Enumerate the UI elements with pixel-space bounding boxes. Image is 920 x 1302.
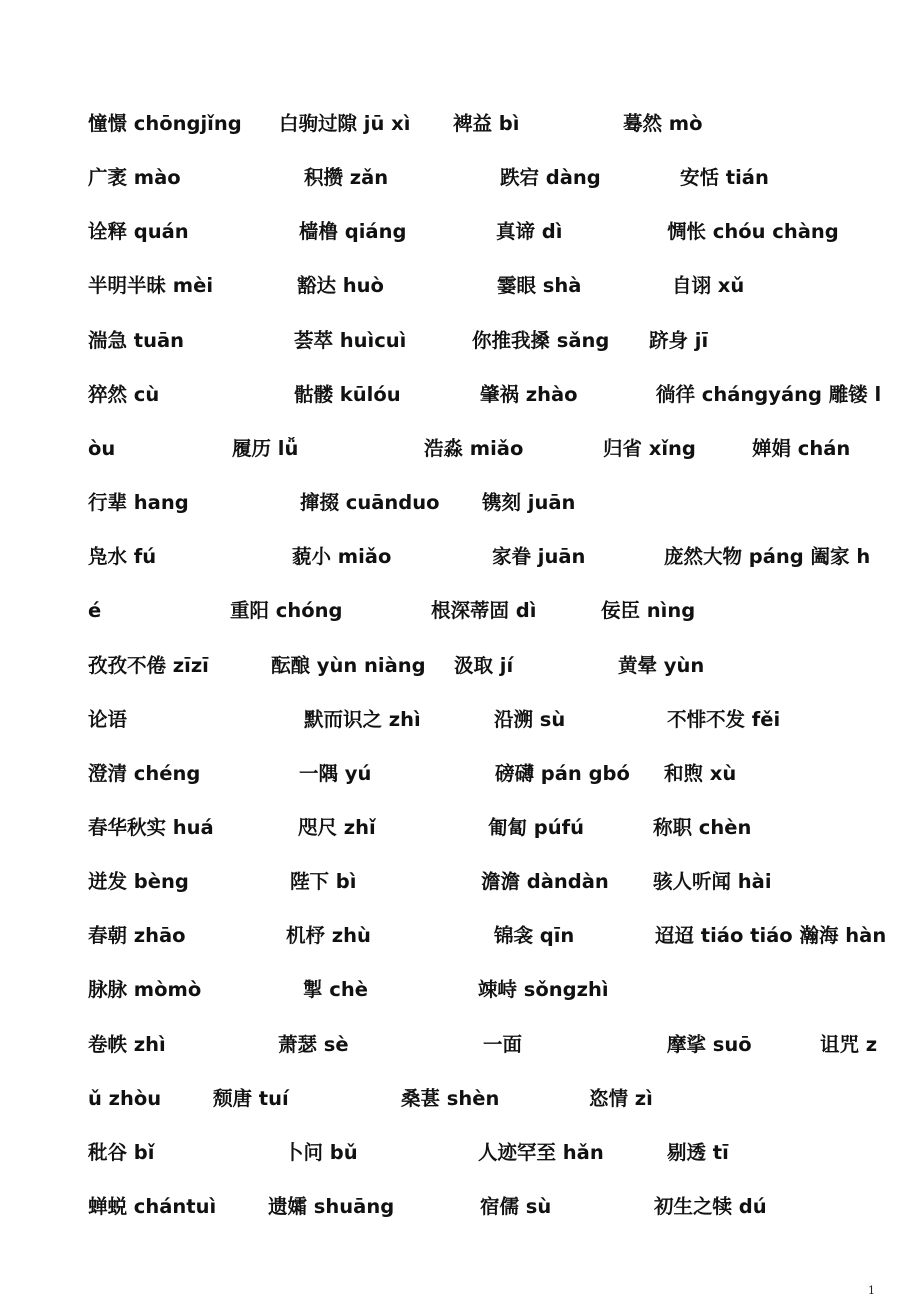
vocab-entry: 沿溯 sù xyxy=(494,707,566,731)
vocab-line xyxy=(0,865,920,899)
vocab-entry: 徜徉 chángyáng 雕镂 l xyxy=(656,382,882,406)
vocab-entry: 萧瑟 sè xyxy=(278,1032,349,1056)
vocab-entry: 春朝 zhāo xyxy=(88,924,186,948)
page-number: 1 xyxy=(868,1284,875,1297)
vocab-entry: 掣 chè xyxy=(303,978,368,1002)
vocab-entry: 蝉蜕 chántuì xyxy=(88,1195,217,1218)
vocab-entry: 恣情 zì xyxy=(589,1086,653,1110)
vocab-entry: 真谛 dì xyxy=(496,220,563,244)
vocab-entry: 白驹过隙 jū xì xyxy=(279,112,411,135)
vocab-entry: 颓唐 tuí xyxy=(213,1086,289,1110)
vocab-line xyxy=(0,919,920,953)
vocab-entry: 澹澹 dàndàn xyxy=(481,870,609,894)
vocab-entry: 裨益 bì xyxy=(453,112,520,135)
vocab-entry: 陛下 bì xyxy=(290,870,357,894)
vocab-entry: 樯橹 qiáng xyxy=(299,220,407,244)
vocab-entry: 镌刻 juān xyxy=(482,491,576,515)
vocab-entry: é xyxy=(88,599,102,623)
vocab-line xyxy=(0,486,920,520)
vocab-entry: 归省 xǐng xyxy=(603,436,696,460)
vocab-line xyxy=(0,540,920,574)
vocab-entry: 根深蒂固 dì xyxy=(431,599,537,623)
vocab-line xyxy=(0,811,920,845)
vocab-entry: 凫水 fú xyxy=(88,545,157,569)
vocab-entry: 默而识之 zhì xyxy=(304,707,421,731)
vocab-entry: 诅咒 z xyxy=(820,1032,878,1056)
vocab-line xyxy=(0,757,920,791)
vocab-entry: 称职 chèn xyxy=(653,815,752,839)
vocab-entry: 婵娟 chán xyxy=(752,436,851,460)
vocab-line xyxy=(0,161,920,195)
vocab-entry: 宿儒 sù xyxy=(480,1195,552,1218)
vocab-line xyxy=(0,215,920,249)
vocab-entry: 卜问 bǔ xyxy=(284,1140,358,1164)
vocab-entry: 跻身 jī xyxy=(649,328,709,352)
vocab-line xyxy=(0,432,920,466)
vocab-entry: 憧憬 chōngjǐng xyxy=(88,112,242,135)
vocab-entry: 孜孜不倦 zīzī xyxy=(88,653,209,677)
vocab-entry: 桑葚 shèn xyxy=(401,1086,500,1110)
vocab-entry: 黄晕 yùn xyxy=(618,653,705,677)
vocab-entry: 一隅 yú xyxy=(299,761,372,785)
vocab-entry: 脉脉 mòmò xyxy=(88,978,202,1002)
vocab-entry: 湍急 tuān xyxy=(88,328,185,352)
vocab-entry: 匍匐 púfú xyxy=(488,815,584,839)
vocab-entry: 竦峙 sǒngzhì xyxy=(478,978,609,1002)
vocab-entry: 荟萃 huìcuì xyxy=(294,328,407,352)
vocab-line xyxy=(0,378,920,412)
vocab-entry: 行辈 hang xyxy=(88,491,189,515)
vocab-entry: 猝然 cù xyxy=(88,382,160,406)
vocab-entry: 和煦 xù xyxy=(664,761,737,785)
vocab-line xyxy=(0,973,920,1007)
vocab-entry: 积攒 zǎn xyxy=(304,166,389,190)
vocab-entry: 半明半昧 mèi xyxy=(88,274,214,298)
vocab-entry: 春华秋实 huá xyxy=(88,815,214,839)
vocab-line xyxy=(0,1028,920,1062)
vocab-entry: 迢迢 tiáo tiáo 瀚海 hàn xyxy=(655,924,887,948)
vocab-line xyxy=(0,1190,920,1224)
vocab-entry: 佞臣 nìng xyxy=(601,599,696,623)
vocab-entry: 咫尺 zhǐ xyxy=(298,815,376,839)
vocab-line xyxy=(0,594,920,628)
vocab-line xyxy=(0,324,920,358)
vocab-entry: 跌宕 dàng xyxy=(500,166,601,190)
vocab-line xyxy=(0,107,920,141)
vocab-entry: 广袤 mào xyxy=(88,166,181,190)
vocab-entry: 家眷 juān xyxy=(492,545,586,569)
vocab-entry: 不悱不发 fěi xyxy=(667,707,781,731)
vocab-entry: 秕谷 bǐ xyxy=(88,1140,155,1164)
vocab-entry: 豁达 huò xyxy=(297,274,384,298)
vocab-entry: 论语 xyxy=(88,707,128,731)
vocab-line xyxy=(0,703,920,737)
vocab-line xyxy=(0,649,920,683)
vocab-entry: 自诩 xǔ xyxy=(672,274,745,298)
vocab-entry: 骇人听闻 hài xyxy=(653,870,772,894)
vocab-entry: 诠释 quán xyxy=(88,220,189,244)
vocab-line xyxy=(0,1136,920,1170)
vocab-entry: òu xyxy=(88,436,116,460)
vocab-entry: 骷髅 kūlóu xyxy=(294,382,401,406)
vocab-entry: 迸发 bèng xyxy=(88,870,189,894)
vocab-entry: 卷帙 zhì xyxy=(88,1032,166,1056)
vocab-entry: 汲取 jí xyxy=(454,653,514,677)
vocab-entry: 撺掇 cuānduo xyxy=(300,491,440,515)
vocab-entry: 磅礴 pán gbó xyxy=(495,761,630,785)
vocab-entry: 藐小 miǎo xyxy=(292,545,392,569)
vocab-entry: 酝酿 yùn niàng xyxy=(271,653,426,677)
vocab-entry: 霎眼 shà xyxy=(497,274,582,298)
vocab-entry: 你推我搡 sǎng xyxy=(472,328,610,352)
vocab-entry: 蓦然 mò xyxy=(623,112,703,135)
vocab-entry: 遗孀 shuāng xyxy=(268,1195,395,1218)
vocab-entry: 初生之犊 dú xyxy=(654,1195,767,1218)
vocab-entry: 剔透 tī xyxy=(667,1140,729,1164)
vocab-entry: 澄清 chéng xyxy=(88,761,201,785)
vocab-line xyxy=(0,1082,920,1116)
vocab-entry: 摩挲 suō xyxy=(667,1032,752,1056)
vocab-entry: 履历 lǚ xyxy=(232,436,299,460)
vocab-entry: 锦衾 qīn xyxy=(494,924,575,948)
vocab-line xyxy=(0,269,920,303)
vocab-entry: 浩淼 miǎo xyxy=(424,436,524,460)
vocab-entry: 一面 xyxy=(483,1032,523,1056)
vocab-entry: 重阳 chóng xyxy=(230,599,343,623)
vocab-entry: ǔ zhòu xyxy=(88,1086,162,1110)
vocab-entry: 肇祸 zhào xyxy=(480,382,578,406)
vocab-entry: 人迹罕至 hǎn xyxy=(478,1140,604,1164)
vocab-entry: 安恬 tián xyxy=(680,166,769,190)
vocab-entry: 惆怅 chóu chàng xyxy=(667,220,839,244)
vocab-entry: 庞然大物 páng 阖家 h xyxy=(664,545,871,569)
vocab-entry: 机杼 zhù xyxy=(286,924,371,948)
